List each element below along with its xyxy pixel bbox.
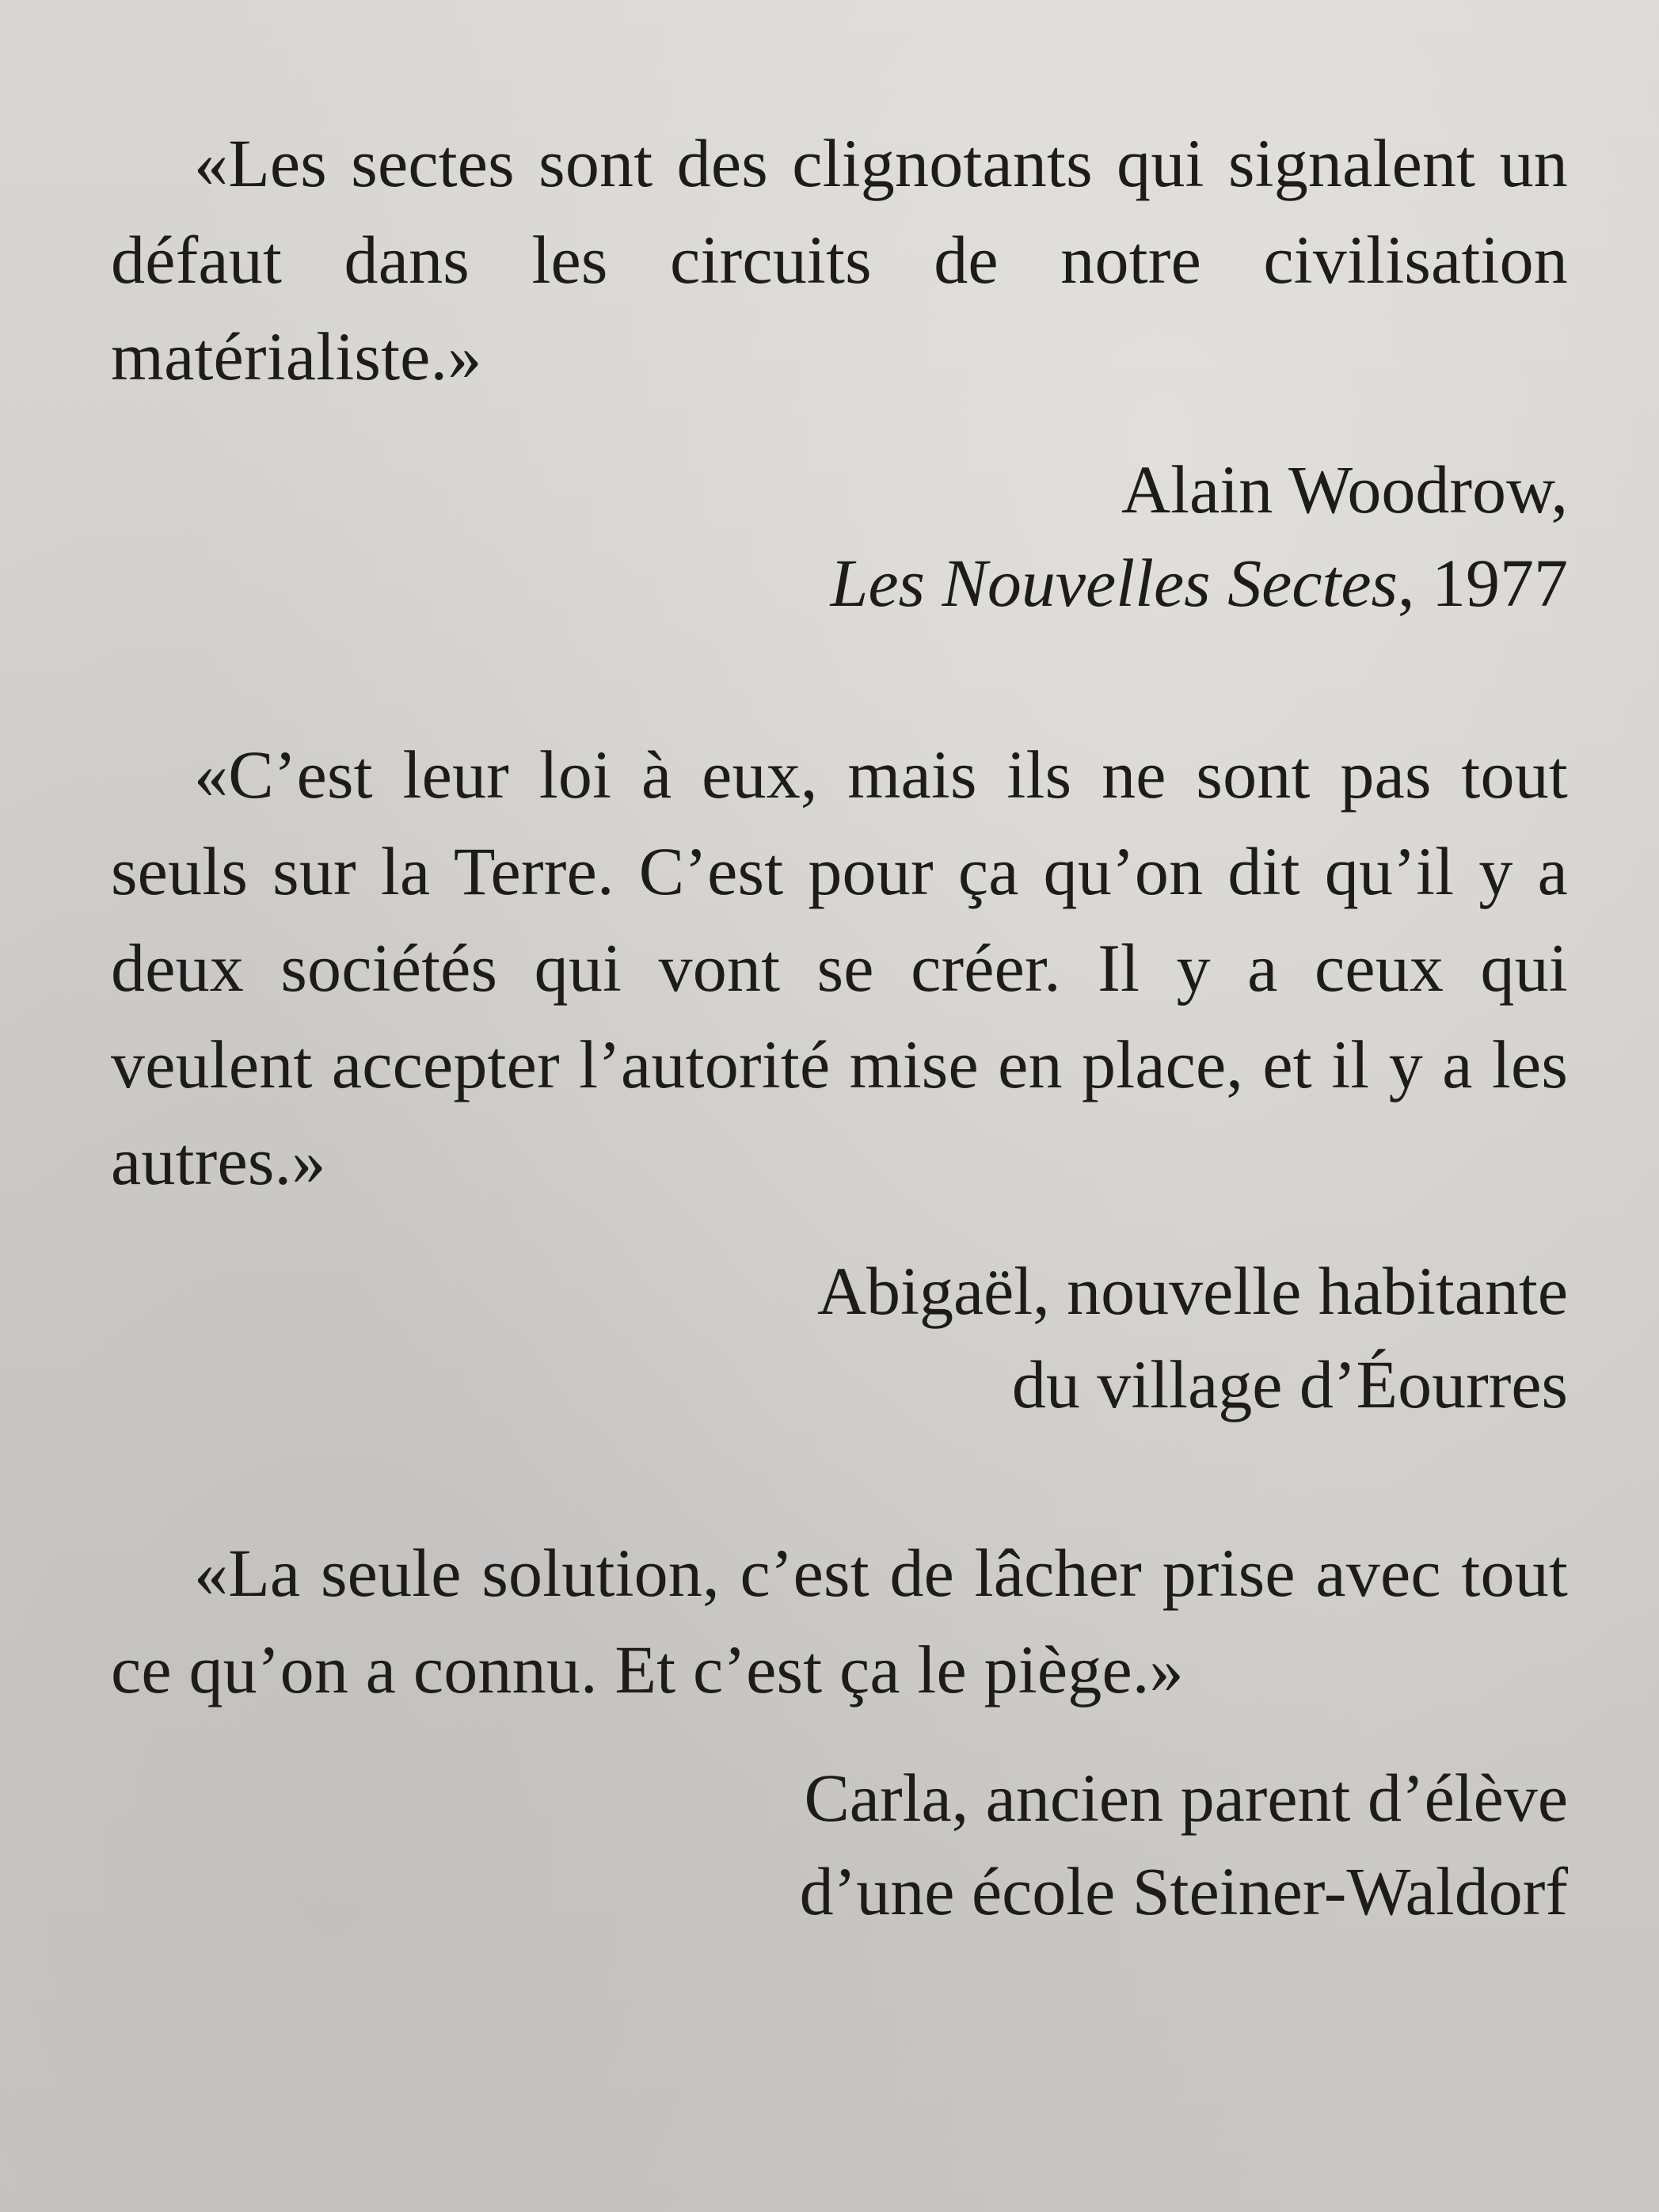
epigraph-quote: «C’est leur loi à eux, mais ils ne sont pas tout seuls sur la Terre. C’est pour ça qu’on dit qu’il y a deux sociétés qui vont se créer. Il y a ceux qui veulent accepter l’autorité mise en place, et il y a les autres.» [111, 737, 1568, 1199]
book-page-epigraphs [111, 115, 1568, 1938]
attribution-source [111, 536, 1568, 630]
epigraph-woodrow [111, 115, 1568, 630]
epigraph-attribution [111, 1244, 1568, 1431]
epigraph-abigael [111, 726, 1568, 1431]
attribution-author: Alain Woodrow, [1121, 451, 1568, 527]
epigraph-carla [111, 1525, 1568, 1938]
attribution-line-2: du village d’Éourres [1011, 1346, 1568, 1422]
attribution-line-1: Abigaël, nouvelle habitante [816, 1253, 1568, 1329]
epigraph-quote: «La seule solution, c’est de lâcher prise avec tout ce qu’on a connu. Et c’est ça le piège.» [111, 1535, 1568, 1708]
attribution-work-title: Les Nouvelles Sectes [830, 545, 1398, 621]
epigraph-quote: «Les sectes sont des clignotants qui signalent un défaut dans les circuits de notre civilisation matérialiste.» [111, 125, 1568, 394]
epigraph-attribution [111, 1751, 1568, 1938]
epigraph-attribution [111, 443, 1568, 630]
attribution-year: , 1977 [1398, 545, 1568, 621]
attribution-line-1: Carla, ancien parent d’élève [804, 1760, 1568, 1836]
attribution-line-2: d’une école Steiner-Waldorf [799, 1853, 1568, 1929]
